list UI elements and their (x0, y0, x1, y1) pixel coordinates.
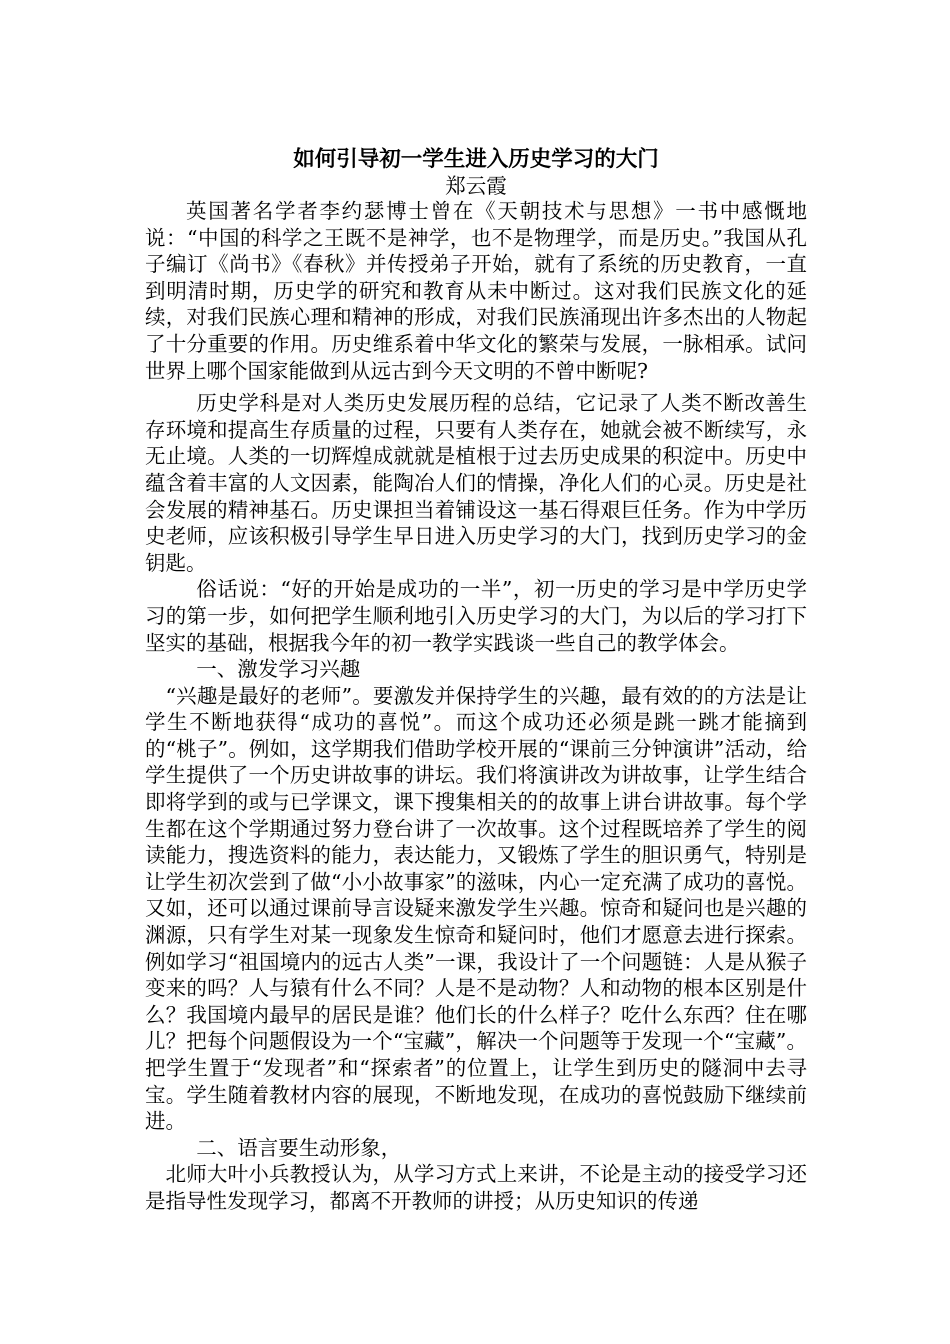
document-title: 如何引导初一学生进入历史学习的大门 (293, 147, 659, 172)
document-page (145, 146, 807, 1215)
section-heading-language: 二、语言要生动形象， (196, 1135, 402, 1160)
author-name: 郑云霞 (445, 174, 507, 198)
section-heading-interest: 一、激发学习兴趣 (196, 657, 361, 682)
paragraph-saying: 俗话说：“好的开始是成功的一半”，初一历史的学习是中学历史学习的第一步，如何把学生顺利地引入历史学习的大门，为以后的学习打下坚实的基础，根据我今年的初一教学实践谈一些自己的教学体会。 (145, 577, 807, 655)
paragraph-history-subject: 历史学科是对人类历史发展历程的总结，它记录了人类不断改善生存环境和提高生存质量的过程，只要有人类存在，她就会被不断续写，永无止境。人类的一切辉煌成就就是植根于过去历史成果的积淀中。历史中蕴含着丰富的人文因素，能陶冶人们的情操，净化人们的心灵。历史是社会发展的精神基石。历史课担当着铺设这一基石得艰巨任务。作为中学历史老师，应该积极引导学生早日进入历史学习的大门，找到历史学习的金钥匙。 (145, 391, 807, 575)
paragraph-language: 北师大叶小兵教授认为，从学习方式上来讲，不论是主动的接受学习还是指导性发现学习，都离不开教师的讲授；从历史知识的传递 (145, 1162, 807, 1213)
paragraph-intro: 英国著名学者李约瑟博士曾在《天朝技术与思想》一书中感慨地说：“中国的科学之王既不是神学，也不是物理学，而是历史。”我国从孔子编订《尚书》《春秋》并传授弟子开始，就有了系统的历史教育，一直到明清时期，历史学的研究和教育从未中断过。这对我们民族文化的延续，对我们民族心理和精神的形成，对我们民族涌现出许多杰出的人物起了十分重要的作用。历史维系着中华文化的繁荣与发展，一脉相承。试问世界上哪个国家能做到从远古到今天文明的不曾中断呢? (145, 199, 807, 383)
paragraph-interest: “兴趣是最好的老师”。要激发并保持学生的兴趣，最有效的的方法是让学生不断地获得“成功的喜悦”。而这个成功还必须是跳一跳才能摘到的“桃子”。例如，这学期我们借助学校开展的“课前三分钟演讲”活动，给学生提供了一个历史讲故事的讲坛。我们将演讲改为讲故事，让学生结合即将学到的或与已学课文，课下搜集相关的的故事上讲台讲故事。每个学生都在这个学期通过努力登台讲了一次故事。这个过程既培养了学生的阅读能力，搜选资料的能力，表达能力，又锻炼了学生的胆识勇气，特别是让学生初次尝到了做“小小故事家”的滋味，内心一定充满了成功的喜悦。又如，还可以通过课前导言设疑来激发学生兴趣。惊奇和疑问也是兴趣的渊源，只有学生对某一现象发生惊奇和疑问时，他们才愿意去进行探索。例如学习“祖国境内的远古人类”一课，我设计了一个问题链：人是从猴子变来的吗？人与猿有什么不同？人是不是动物？人和动物的根本区别是什么？我国境内最早的居民是谁？他们长的什么样子？吃什么东西？住在哪儿？把每个问题假设为一个“宝藏”，解决一个问题等于发现一个“宝藏”。把学生置于“发现者”和“探索者”的位置上，让学生到历史的隧洞中去寻宝。学生随着教材内容的展现，不断地发现，在成功的喜悦鼓励下继续前进。 (145, 683, 807, 1134)
